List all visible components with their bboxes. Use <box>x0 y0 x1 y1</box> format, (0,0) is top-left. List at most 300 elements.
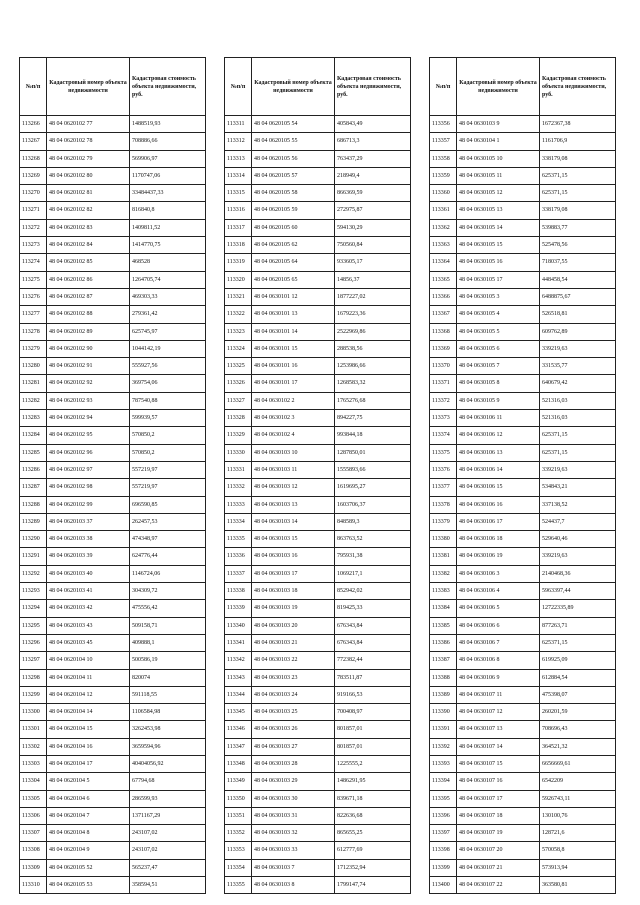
table-row <box>20 669 206 686</box>
cell-cadastral-number: 48 04 0630103 24 <box>252 686 335 703</box>
cell-cadastral-cost: 526518,81 <box>540 306 616 323</box>
cell-cadastral-number: 48 04 0630105 10 <box>457 150 540 167</box>
cell-cadastral-number: 48 04 0620105 52 <box>47 859 130 876</box>
cell-cadastral-cost: 475556,42 <box>130 600 206 617</box>
cell-number: 113306 <box>20 807 47 824</box>
table-row <box>20 721 206 738</box>
cell-number: 113323 <box>225 323 252 340</box>
cell-number: 113359 <box>430 167 457 184</box>
cell-cadastral-number: 48 04 0620105 65 <box>252 271 335 288</box>
header-cadastral-cost: Кадастровая стоимость объекта недвижимости, руб. <box>335 58 411 116</box>
cell-cadastral-number: 48 04 0630105 12 <box>457 185 540 202</box>
cell-cadastral-cost: 708886,66 <box>130 133 206 150</box>
cell-cadastral-cost: 801857,01 <box>335 738 411 755</box>
table-row <box>20 842 206 859</box>
cell-number: 113340 <box>225 617 252 634</box>
cell-cadastral-number: 48 04 0630105 5 <box>457 323 540 340</box>
table-row <box>430 479 616 496</box>
cell-cadastral-number: 48 04 0630106 16 <box>457 496 540 513</box>
cell-number: 113400 <box>430 877 457 894</box>
cell-cadastral-cost: 363580,81 <box>540 877 616 894</box>
header-number: №п/п <box>20 58 47 116</box>
cell-cadastral-cost: 6542209 <box>540 773 616 790</box>
cell-cadastral-cost: 573913,94 <box>540 859 616 876</box>
table-row <box>225 652 411 669</box>
table-row <box>430 167 616 184</box>
cell-number: 113336 <box>225 548 252 565</box>
cell-cadastral-cost: 594130,29 <box>335 219 411 236</box>
cell-cadastral-cost: 783511,87 <box>335 669 411 686</box>
table-row <box>20 617 206 634</box>
cell-cadastral-cost: 1371167,29 <box>130 807 206 824</box>
table-row <box>20 185 206 202</box>
table-row <box>20 686 206 703</box>
cell-number: 113295 <box>20 617 47 634</box>
cell-number: 113313 <box>225 150 252 167</box>
cell-cadastral-cost: 218949,4 <box>335 167 411 184</box>
table-row <box>430 600 616 617</box>
cell-cadastral-cost: 1170747,06 <box>130 167 206 184</box>
cell-cadastral-number: 48 04 0630103 11 <box>252 461 335 478</box>
cell-cadastral-number: 48 04 0620102 80 <box>47 167 130 184</box>
cell-cadastral-number: 48 04 0630103 8 <box>252 877 335 894</box>
cell-cadastral-number: 48 04 0620104 12 <box>47 686 130 703</box>
cell-number: 113344 <box>225 686 252 703</box>
cell-cadastral-cost: 6656669,61 <box>540 755 616 772</box>
cell-number: 113324 <box>225 340 252 357</box>
cell-number: 113386 <box>430 634 457 651</box>
cell-cadastral-cost: 539883,77 <box>540 219 616 236</box>
cell-cadastral-cost: 565237,47 <box>130 859 206 876</box>
cell-cadastral-cost: 848589,3 <box>335 513 411 530</box>
cell-number: 113294 <box>20 600 47 617</box>
table-row <box>20 410 206 427</box>
cell-cadastral-number: 48 04 0630106 13 <box>457 444 540 461</box>
cell-number: 113393 <box>430 755 457 772</box>
cell-cadastral-number: 48 04 0630103 12 <box>252 479 335 496</box>
cell-cadastral-cost: 1069217,1 <box>335 565 411 582</box>
cell-number: 113299 <box>20 686 47 703</box>
cell-cadastral-cost: 338179,08 <box>540 150 616 167</box>
cell-cadastral-number: 48 04 0620105 59 <box>252 202 335 219</box>
cell-cadastral-number: 48 04 0630105 3 <box>457 288 540 305</box>
table-row <box>225 755 411 772</box>
table-row <box>20 755 206 772</box>
cell-cadastral-number: 48 04 0630103 29 <box>252 773 335 790</box>
cell-cadastral-number: 48 04 0620102 78 <box>47 133 130 150</box>
cell-number: 113274 <box>20 254 47 271</box>
cell-cadastral-cost: 3659594,96 <box>130 738 206 755</box>
cell-cadastral-cost: 260201,59 <box>540 704 616 721</box>
table-row <box>20 634 206 651</box>
cell-cadastral-cost: 130100,76 <box>540 807 616 824</box>
cell-cadastral-cost: 612777,69 <box>335 842 411 859</box>
table-row <box>225 738 411 755</box>
cell-number: 113383 <box>430 583 457 600</box>
cell-cadastral-cost: 609762,89 <box>540 323 616 340</box>
table-row <box>430 669 616 686</box>
cell-cadastral-number: 48 04 0620102 98 <box>47 479 130 496</box>
cell-number: 113279 <box>20 340 47 357</box>
cell-number: 113270 <box>20 185 47 202</box>
cell-number: 113371 <box>430 375 457 392</box>
cell-cadastral-number: 48 04 0630103 23 <box>252 669 335 686</box>
cell-cadastral-number: 48 04 0630106 15 <box>457 479 540 496</box>
cell-cadastral-cost: 919166,53 <box>335 686 411 703</box>
table-row <box>225 548 411 565</box>
cell-cadastral-cost: 2140468,36 <box>540 565 616 582</box>
cell-cadastral-cost: 1877227,02 <box>335 288 411 305</box>
cell-cadastral-cost: 795931,38 <box>335 548 411 565</box>
header-number: №п/п <box>430 58 457 116</box>
cell-cadastral-number: 48 04 0630105 14 <box>457 219 540 236</box>
cell-number: 113352 <box>225 825 252 842</box>
cell-number: 113266 <box>20 116 47 133</box>
cell-cadastral-number: 48 04 0620102 90 <box>47 340 130 357</box>
cell-number: 113391 <box>430 721 457 738</box>
cell-cadastral-cost: 14856,37 <box>335 271 411 288</box>
cell-cadastral-number: 48 04 0620104 6 <box>47 790 130 807</box>
cell-cadastral-number: 48 04 0630101 14 <box>252 323 335 340</box>
cell-number: 113351 <box>225 807 252 824</box>
cell-cadastral-number: 48 04 0630105 15 <box>457 237 540 254</box>
table-row <box>430 150 616 167</box>
cell-number: 113291 <box>20 548 47 565</box>
table-row <box>430 392 616 409</box>
cell-number: 113353 <box>225 842 252 859</box>
cell-cadastral-cost: 1712352,94 <box>335 859 411 876</box>
table-body <box>20 116 206 894</box>
cell-cadastral-cost: 337138,52 <box>540 496 616 513</box>
cell-number: 113345 <box>225 704 252 721</box>
cell-cadastral-number: 48 04 0630106 14 <box>457 461 540 478</box>
cell-cadastral-cost: 612884,54 <box>540 669 616 686</box>
cell-cadastral-number: 48 04 0630106 4 <box>457 583 540 600</box>
cell-cadastral-cost: 1672367,38 <box>540 116 616 133</box>
cell-cadastral-number: 48 04 0630106 7 <box>457 634 540 651</box>
table-row <box>225 565 411 582</box>
table-row <box>20 392 206 409</box>
cell-cadastral-number: 48 04 0630103 7 <box>252 859 335 876</box>
table-row <box>20 825 206 842</box>
cell-cadastral-cost: 1619695,27 <box>335 479 411 496</box>
table-row <box>20 254 206 271</box>
cell-number: 113287 <box>20 479 47 496</box>
cell-cadastral-number: 48 04 0620105 64 <box>252 254 335 271</box>
cell-number: 113385 <box>430 617 457 634</box>
cell-cadastral-cost: 624776,44 <box>130 548 206 565</box>
cell-number: 113312 <box>225 133 252 150</box>
cell-cadastral-number: 48 04 0630105 9 <box>457 392 540 409</box>
cell-number: 113318 <box>225 237 252 254</box>
table-row <box>225 825 411 842</box>
cell-number: 113301 <box>20 721 47 738</box>
cell-cadastral-number: 48 04 0630103 10 <box>252 444 335 461</box>
table-header-row <box>225 58 411 116</box>
table-row <box>430 306 616 323</box>
table-row <box>225 288 411 305</box>
table-row <box>430 340 616 357</box>
cell-cadastral-number: 48 04 0620104 8 <box>47 825 130 842</box>
cell-cadastral-number: 48 04 0630103 20 <box>252 617 335 634</box>
cell-cadastral-number: 48 04 0630107 11 <box>457 686 540 703</box>
table-row <box>225 410 411 427</box>
cell-number: 113305 <box>20 790 47 807</box>
table-row <box>225 842 411 859</box>
table-row <box>430 375 616 392</box>
cell-cadastral-cost: 625371,15 <box>540 444 616 461</box>
cell-number: 113316 <box>225 202 252 219</box>
cell-cadastral-cost: 1106584,98 <box>130 704 206 721</box>
cell-number: 113396 <box>430 807 457 824</box>
cell-cadastral-number: 48 04 0620102 93 <box>47 392 130 409</box>
cell-cadastral-number: 48 04 0630103 19 <box>252 600 335 617</box>
table-row <box>430 271 616 288</box>
table-row <box>20 704 206 721</box>
cell-number: 113378 <box>430 496 457 513</box>
cell-cadastral-cost: 262457,53 <box>130 513 206 530</box>
cell-cadastral-number: 48 04 0630105 16 <box>457 254 540 271</box>
table-row <box>20 652 206 669</box>
table-row <box>225 877 411 894</box>
table-row <box>430 133 616 150</box>
cell-number: 113398 <box>430 842 457 859</box>
cadastral-table-1 <box>19 57 206 894</box>
table-row <box>225 185 411 202</box>
cell-cadastral-cost: 469303,33 <box>130 288 206 305</box>
cell-cadastral-cost: 1765276,68 <box>335 392 411 409</box>
table-row <box>20 807 206 824</box>
cell-cadastral-cost: 1555893,66 <box>335 461 411 478</box>
cell-cadastral-number: 48 04 0630105 11 <box>457 167 540 184</box>
cell-number: 113338 <box>225 583 252 600</box>
cell-cadastral-number: 48 04 0630106 5 <box>457 600 540 617</box>
cell-number: 113329 <box>225 427 252 444</box>
table-row <box>225 392 411 409</box>
cell-number: 113284 <box>20 427 47 444</box>
table-row <box>20 600 206 617</box>
cell-number: 113322 <box>225 306 252 323</box>
cell-cadastral-cost: 339219,63 <box>540 548 616 565</box>
cell-number: 113292 <box>20 565 47 582</box>
cell-cadastral-cost: 3262453,98 <box>130 721 206 738</box>
table-row <box>20 496 206 513</box>
table-row <box>225 306 411 323</box>
table-row <box>430 721 616 738</box>
cell-cadastral-number: 48 04 0630105 8 <box>457 375 540 392</box>
cell-cadastral-number: 48 04 0620105 53 <box>47 877 130 894</box>
cell-cadastral-number: 48 04 0620103 37 <box>47 513 130 530</box>
cell-number: 113269 <box>20 167 47 184</box>
table-row <box>225 254 411 271</box>
cell-number: 113278 <box>20 323 47 340</box>
table-row <box>20 167 206 184</box>
table-row <box>20 790 206 807</box>
cell-cadastral-cost: 1268583,32 <box>335 375 411 392</box>
table-row <box>225 513 411 530</box>
cell-number: 113300 <box>20 704 47 721</box>
cell-cadastral-number: 48 04 0630103 9 <box>457 116 540 133</box>
cell-cadastral-number: 48 04 0620104 5 <box>47 773 130 790</box>
cell-cadastral-number: 48 04 0620102 95 <box>47 427 130 444</box>
cell-cadastral-cost: 243107,02 <box>130 825 206 842</box>
cell-cadastral-cost: 1488519,93 <box>130 116 206 133</box>
cell-cadastral-cost: 820074 <box>130 669 206 686</box>
table-row <box>20 202 206 219</box>
cell-cadastral-number: 48 04 0630106 12 <box>457 427 540 444</box>
cell-number: 113373 <box>430 410 457 427</box>
table-row <box>430 219 616 236</box>
cell-cadastral-cost: 521316,03 <box>540 392 616 409</box>
cell-cadastral-number: 48 04 0620104 11 <box>47 669 130 686</box>
table-row <box>225 375 411 392</box>
cell-cadastral-cost: 993844,18 <box>335 427 411 444</box>
table-row <box>225 167 411 184</box>
table-row <box>430 686 616 703</box>
cell-cadastral-number: 48 04 0620103 39 <box>47 548 130 565</box>
cell-cadastral-number: 48 04 0630105 6 <box>457 340 540 357</box>
cell-cadastral-number: 48 04 0630103 28 <box>252 755 335 772</box>
cell-cadastral-number: 48 04 0630103 25 <box>252 704 335 721</box>
cell-cadastral-cost: 822636,68 <box>335 807 411 824</box>
table-row <box>430 704 616 721</box>
cell-number: 113282 <box>20 392 47 409</box>
cell-cadastral-number: 48 04 0620102 87 <box>47 288 130 305</box>
table-row <box>430 116 616 133</box>
cell-cadastral-cost: 1414770,75 <box>130 237 206 254</box>
cell-cadastral-cost: 369754,06 <box>130 375 206 392</box>
cell-cadastral-number: 48 04 0620102 86 <box>47 271 130 288</box>
cell-cadastral-number: 48 04 0630102 3 <box>252 410 335 427</box>
cell-cadastral-cost: 591118,55 <box>130 686 206 703</box>
cell-cadastral-number: 48 04 0620103 38 <box>47 531 130 548</box>
cell-cadastral-number: 48 04 0620104 9 <box>47 842 130 859</box>
table-row <box>430 790 616 807</box>
cell-number: 113354 <box>225 859 252 876</box>
cell-cadastral-number: 48 04 0620105 57 <box>252 167 335 184</box>
table-row <box>430 583 616 600</box>
cell-cadastral-number: 48 04 0620104 15 <box>47 721 130 738</box>
table-row <box>20 306 206 323</box>
cell-cadastral-cost: 708696,43 <box>540 721 616 738</box>
cell-number: 113328 <box>225 410 252 427</box>
cell-cadastral-cost: 1799147,74 <box>335 877 411 894</box>
cell-number: 113285 <box>20 444 47 461</box>
cell-cadastral-cost: 534843,21 <box>540 479 616 496</box>
cell-cadastral-cost: 67794,68 <box>130 773 206 790</box>
table-row <box>225 323 411 340</box>
cell-cadastral-number: 48 04 0620105 60 <box>252 219 335 236</box>
cell-cadastral-cost: 272975,87 <box>335 202 411 219</box>
cell-cadastral-number: 48 04 0630107 19 <box>457 825 540 842</box>
header-cadastral-number: Кадастровый номер объекта недвижимости <box>47 58 130 116</box>
cell-number: 113276 <box>20 288 47 305</box>
cell-cadastral-number: 48 04 0620102 94 <box>47 410 130 427</box>
cell-number: 113302 <box>20 738 47 755</box>
cell-cadastral-number: 48 04 0620102 92 <box>47 375 130 392</box>
table-row <box>225 669 411 686</box>
table-row <box>225 617 411 634</box>
table-row <box>20 358 206 375</box>
cell-cadastral-cost: 555927,56 <box>130 358 206 375</box>
cell-cadastral-number: 48 04 0620102 97 <box>47 461 130 478</box>
header-cadastral-number: Кадастровый номер объекта недвижимости <box>457 58 540 116</box>
cell-cadastral-cost: 525478,56 <box>540 237 616 254</box>
cell-cadastral-number: 48 04 0630107 12 <box>457 704 540 721</box>
cell-cadastral-number: 48 04 0620103 41 <box>47 583 130 600</box>
cell-number: 113317 <box>225 219 252 236</box>
cell-cadastral-cost: 686713,3 <box>335 133 411 150</box>
cell-number: 113399 <box>430 859 457 876</box>
cell-cadastral-cost: 1146724,06 <box>130 565 206 582</box>
cell-cadastral-cost: 676343,84 <box>335 634 411 651</box>
cell-number: 113334 <box>225 513 252 530</box>
cell-number: 113388 <box>430 669 457 686</box>
cell-cadastral-number: 48 04 0620102 79 <box>47 150 130 167</box>
cell-cadastral-number: 48 04 0620105 62 <box>252 237 335 254</box>
cell-cadastral-cost: 866369,59 <box>335 185 411 202</box>
header-cadastral-cost: Кадастровая стоимость объекта недвижимости, руб. <box>130 58 206 116</box>
cell-cadastral-cost: 894227,75 <box>335 410 411 427</box>
table-row <box>430 773 616 790</box>
cell-cadastral-cost: 1264705,74 <box>130 271 206 288</box>
cell-cadastral-number: 48 04 0620102 77 <box>47 116 130 133</box>
table-row <box>225 444 411 461</box>
cell-cadastral-number: 48 04 0620103 43 <box>47 617 130 634</box>
cell-cadastral-number: 48 04 0630105 7 <box>457 358 540 375</box>
cell-cadastral-number: 48 04 0620103 40 <box>47 565 130 582</box>
cell-cadastral-cost: 625745,97 <box>130 323 206 340</box>
cell-cadastral-number: 48 04 0630103 16 <box>252 548 335 565</box>
cell-cadastral-cost: 570850,2 <box>130 444 206 461</box>
table-row <box>20 859 206 876</box>
table-row <box>20 288 206 305</box>
table-row <box>430 807 616 824</box>
cell-number: 113389 <box>430 686 457 703</box>
cell-cadastral-number: 48 04 0630106 11 <box>457 410 540 427</box>
cell-number: 113267 <box>20 133 47 150</box>
cell-cadastral-number: 48 04 0630103 13 <box>252 496 335 513</box>
cell-number: 113321 <box>225 288 252 305</box>
cell-cadastral-cost: 852942,02 <box>335 583 411 600</box>
cell-cadastral-cost: 33484437,33 <box>130 185 206 202</box>
cell-cadastral-cost: 625371,15 <box>540 634 616 651</box>
cell-cadastral-number: 48 04 0630103 32 <box>252 825 335 842</box>
cell-cadastral-cost: 569906,97 <box>130 150 206 167</box>
table-row <box>430 323 616 340</box>
table-row <box>20 116 206 133</box>
cell-cadastral-cost: 409888,1 <box>130 634 206 651</box>
cell-cadastral-number: 48 04 0630106 6 <box>457 617 540 634</box>
cell-cadastral-number: 48 04 0620102 89 <box>47 323 130 340</box>
cell-number: 113387 <box>430 652 457 669</box>
cell-number: 113308 <box>20 842 47 859</box>
cell-number: 113268 <box>20 150 47 167</box>
cell-number: 113332 <box>225 479 252 496</box>
cell-cadastral-cost: 839671,18 <box>335 790 411 807</box>
cell-cadastral-cost: 529640,46 <box>540 531 616 548</box>
cell-number: 113367 <box>430 306 457 323</box>
table-row <box>225 773 411 790</box>
cell-number: 113314 <box>225 167 252 184</box>
cell-cadastral-cost: 5963397,44 <box>540 583 616 600</box>
cell-cadastral-number: 48 04 0630106 8 <box>457 652 540 669</box>
cell-number: 113374 <box>430 427 457 444</box>
table-row <box>20 444 206 461</box>
table-row <box>225 237 411 254</box>
cell-cadastral-cost: 521316,03 <box>540 410 616 427</box>
table-row <box>430 531 616 548</box>
